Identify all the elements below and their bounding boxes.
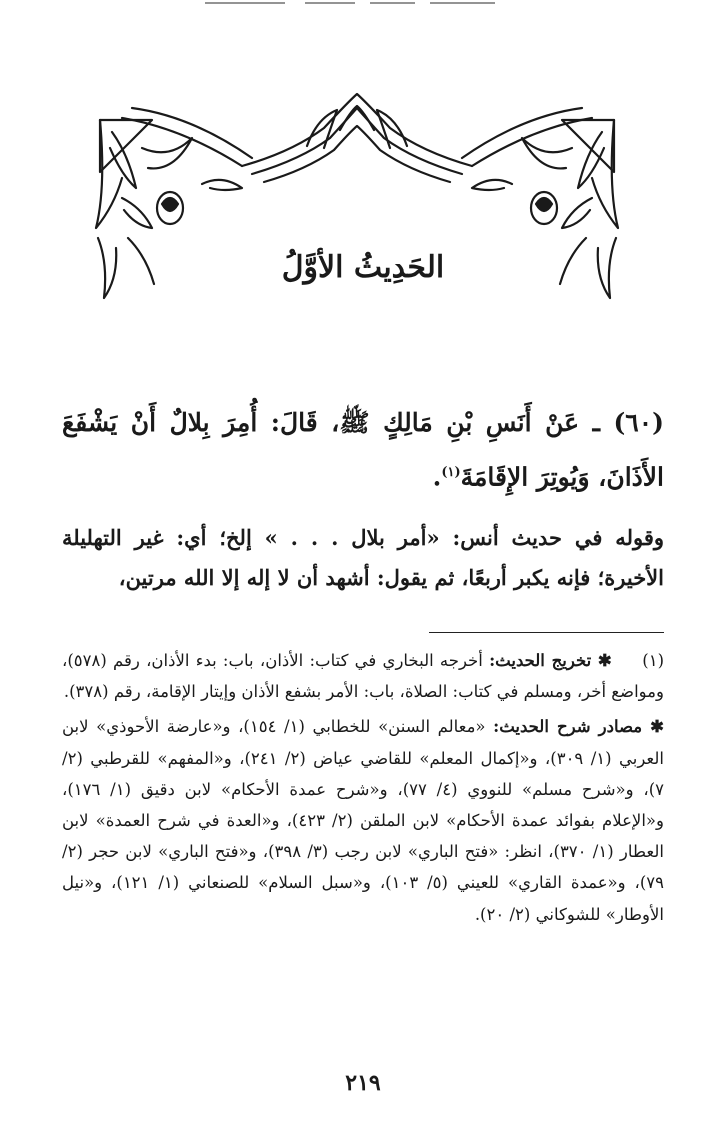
hadith-number: (٦٠) ـ bbox=[592, 408, 664, 437]
chapter-title: الحَدِيثُ الأوَّلُ bbox=[281, 250, 445, 285]
hadith-end: . bbox=[432, 462, 442, 492]
footnote-separator bbox=[429, 632, 664, 633]
footnote-takhrij bbox=[62, 645, 664, 707]
sources-heading: ✱ مصادر شرح الحديث: bbox=[493, 717, 665, 737]
page-number: ٢١٩ bbox=[345, 1070, 381, 1096]
sources-text: «معالم السنن» للخطابي (١/ ١٥٤)، و«عارضة الأحوذي» لابن العربي (١/ ٣٠٩)، و«إكمال المعلم» للقاضي عياض (٢/ ٢٤١)، و«المفهم» للقرطبي (٢/ ٧)، و«شرح مسلم» للنووي (٤/ ٧٧)، و«شرح عمدة الأحكام» لابن دقيق (١/ ١٧٦)، و«الإعلام بفوائد عمدة الأحكام» لابن الملقن (٢/ ٤٢٣)، و«العدة في شرح العمدة» لابن العطار (١/ ٣٧٠)، انظر: «فتح الباري» لابن رجب (٣/ ٣٩٨)، و«فتح الباري» لابن حجر (٢/ ٧٩)، و«عمدة القاري» للعيني (٥/ ١٠٣)، و«سبل السلام» للصنعاني (١/ ١٢١)، و«نيل الأوطار» للشوكاني (٢/ ٢٠). bbox=[62, 717, 665, 924]
footnotes-section bbox=[62, 645, 664, 930]
hadith-text bbox=[62, 398, 664, 502]
footnote-sources bbox=[62, 711, 664, 929]
hadith-body: عَنْ أَنَسِ بْنِ مَالِكٍ ﷺ، قَالَ: أُمِرَ بِلالٌ أَنْ يَشْفَعَ الأَذَانَ، وَيُوتِرَ الإِقَامَةَ bbox=[62, 408, 664, 492]
takhrij-text: أخرجه البخاري في كتاب: الأذان، باب: بدء الأذان، رقم (٥٧٨)، ومواضع أخر، ومسلم في كتاب: الصلاة، باب: الأمر بشفع الأذان وإيتار الإقامة، رقم (٣٧٨). bbox=[62, 651, 664, 702]
top-rule-decoration bbox=[205, 0, 495, 6]
footnote-number: (١) bbox=[642, 651, 664, 670]
footnote-marker: (١) bbox=[441, 465, 461, 480]
commentary-paragraph: وقوله في حديث أنس: «أمر بلال . . . » إلخ؛ أي: غير التهليلة الأخيرة؛ فإنه يكبر أربعًا، ثم يقول: أشهد أن لا إله إلا الله مرتين، bbox=[62, 525, 664, 590]
takhrij-heading: ✱ تخريج الحديث: bbox=[489, 651, 612, 670]
